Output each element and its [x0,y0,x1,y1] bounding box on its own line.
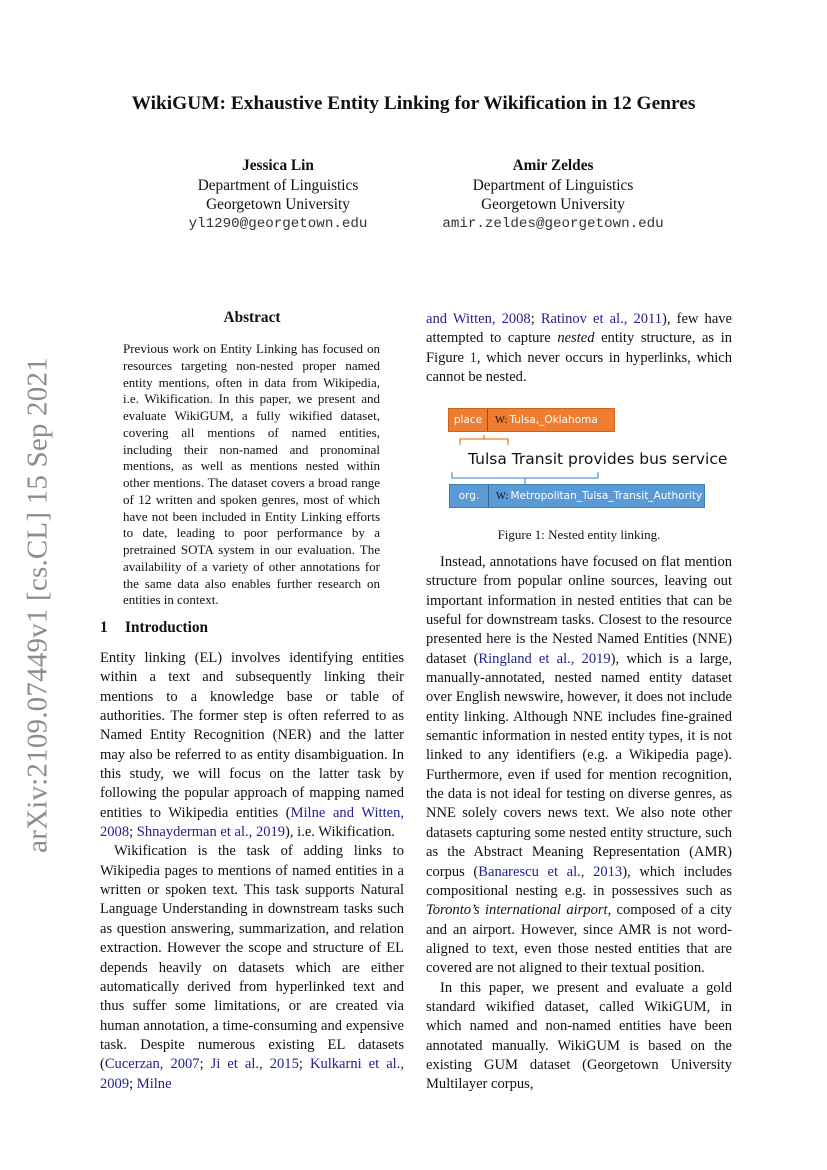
author-block-1 [138,156,418,235]
citation-link[interactable]: Ringland et al., 2019 [478,650,611,667]
intro-paragraph-2: Wikification is the task of adding links to Wikipedia pages to mentions of named entities in a written or spoken text. This task supports Natural Language Understanding in downstream tasks such as question answering, summarization, and relation extraction. However the scope and structure of EL depends heavily on datasets which are either automatically derived from hyperlinked text and thus suffer some limitations, or are created via human annotation, a time-consuming and expensive task. Despite numerous existing EL datasets (Cucerzan, 2007; Ji et al., 2015; Kulkarni et al., 2009; Milne [100,843,404,1092]
left-column-body [100,649,404,1094]
entity-type-tag: place [449,409,488,431]
paper-title: WikiGUM: Exhaustive Entity Linking for Wikification in 12 Genres [131,93,696,114]
section-heading-introduction [100,619,208,637]
citation-link[interactable]: Ji et al., 2015 [210,1056,299,1073]
intro-paragraph-continued: and Witten, 2008; Ratinov et al., 2011), few have attempted to capture nested entity structure, as in Figure 1, which never occurs in hyperlinks, which cannot be nested. [426,311,733,386]
citation-link[interactable]: Kulkarni et al., 2009 [100,1056,404,1092]
arxiv-identifier-stamp [18,357,58,853]
intro-paragraph-4: In this paper, we present and evaluate a gold standard wikified dataset, called WikiGUM, in which named and non-named entities have been annotated manually. WikiGUM is based on the existing GUM dataset (Georgetown University Multilayer corpus, [426,979,732,1093]
citation-link[interactable]: Shnayderman et al., 2019 [136,824,286,841]
author-email[interactable]: yl1290@georgetown.edu [188,216,368,233]
example-sentence: Tulsa Transit provides bus service [468,450,728,468]
citation-link[interactable]: Milne [136,1075,172,1092]
arxiv-stamp-text: arXiv:2109.07449v1 [cs.CL] 15 Sep 2021 [21,357,54,853]
abstract-text: Previous work on Entity Linking has focused on resources targeting non-nested proper named entity mentions, often in data from Wikipedia, i.e. Wikification. In this paper, we present and evaluate WikiGUM, a fully wikified dataset, covering all mentions of named entities, including their non-named and pronominal mentions, as well as mentions nested within other mentions. The dataset covers a broad range of 12 written and spoken genres, most of which have not been included in Entity Linking efforts to date, leading to poor performance by a pretrained SOTA system in our evaluation. The availability of a variety of other annotations for the same data also enables further research on entities in context. [123,341,380,608]
right-column-body [426,553,732,1095]
figure-1-nested-entity-diagram [448,408,728,508]
author-department: Department of Linguistics [197,176,359,194]
intro-paragraph-3: Instead, annotations have focused on flat mention structure from popular online sources, leaving out important information in nested entities that can be useful for downstream tasks. Closest to the resource presented here is the Nested Named Entities (NNE) dataset (Ringland et al., 2019), which is a large, manually-annotated, nested named entity dataset over English newswire, however, it does not include entity linking. Although NNE includes fine-grained semantic information in nested entity types, it is not linked to any identifiers (e.g. a Wikipedia page). Furthermore, even if used for mention recognition, the data is not ideal for testing on diverse genres, as NNE solely covers news text. We also note other datasets capturing some nested entity structure, such as the Abstract Meaning Representation (AMR) corpus (Banarescu et al., 2013), which includes compositional nesting e.g. in possessives such as Toronto’s international airport, composed of a city and an airport. However, since AMR is not word-aligned to text, even those nested entities that are covered are not aligned to their textual position. [426,554,733,977]
abstract-heading: Abstract [223,309,281,326]
author-name: Amir Zeldes [512,157,594,174]
section-number: 1 [100,619,108,636]
right-column-top [426,310,732,387]
entity-wiki-link: W: Tulsa,_Oklahoma [495,414,598,426]
intro-paragraph-1: Entity linking (EL) involves identifying entities within a text and subsequently linking their mentions to a knowledge base or table of authorities. The former step is often referred to as Named Entity Recognition (NER) and the latter may also be referred to as entity disambiguation. In this study, we will focus on the latter task by following the popular approach of mapping named entities to Wikipedia entities (Milne and Witten, 2008; Shnayderman et al., 2019), i.e. Wikification. [100,650,404,841]
entity-wiki-link: W: Metropolitan_Tulsa_Transit_Authority [496,490,703,502]
citation-link[interactable]: Cucerzan, 2007 [104,1056,200,1073]
figure-caption: Figure 1: Nested entity linking. [497,527,661,542]
author-name: Jessica Lin [242,157,314,174]
entity-type-tag: org. [450,485,489,507]
author-block-2 [413,156,693,235]
author-department: Department of Linguistics [472,176,634,194]
figure-reference-link[interactable]: 1 [469,349,477,366]
author-university: Georgetown University [206,196,350,214]
author-university: Georgetown University [481,196,625,214]
citation-link[interactable]: Banarescu et al., 2013 [478,863,623,880]
inner-entity-label-org [449,484,705,508]
author-email[interactable]: amir.zeldes@georgetown.edu [442,216,664,233]
citation-link[interactable]: Milne and Witten, 2008 [100,804,404,841]
section-title: Introduction [125,619,209,636]
citation-link[interactable]: Ratinov et al., 2011 [540,311,663,327]
abstract-body [123,341,380,609]
citation-link[interactable]: and Witten, 2008 [426,311,531,327]
